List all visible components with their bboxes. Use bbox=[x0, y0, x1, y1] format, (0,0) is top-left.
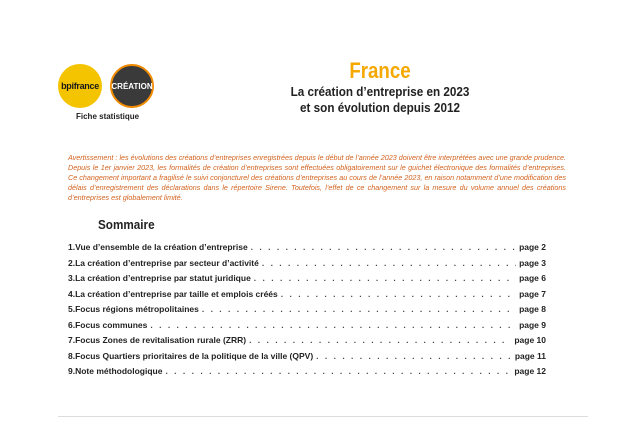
toc-item-number: 7. bbox=[68, 335, 76, 345]
title-block bbox=[230, 58, 530, 116]
warning-notice: Avertissement : les évolutions des créations d’entreprises enregistrées depuis le début de l’année 2023 doivent être interprétées avec une grande prudence. Depuis le 1er janvier 2023, les formalités de création d’entreprises sont effectuées obligatoirement sur le guichet électronique des formalités d’entreprises. Ce changement important a fragilisé le suivi conjoncturel des créations d’entreprises au cours de l’année 2023, en raison notamment d’une modification des délais d’enregistrement des déclarations dans le répertoire Sirene. Toutefois, l’effet de ce changement sur la mesure du volume annuel des créations d’entreprises est globalement limité. bbox=[68, 153, 566, 202]
sommaire-heading: Sommaire bbox=[98, 217, 155, 232]
toc-item-label: Focus Zones de revitalisation rurale (ZRR) bbox=[75, 335, 247, 345]
toc-item-number: 3. bbox=[68, 273, 76, 283]
toc-item-number: 2. bbox=[68, 257, 76, 268]
toc-item[interactable] bbox=[68, 335, 546, 351]
creation-logo bbox=[110, 64, 154, 108]
toc-item-page: page 10 bbox=[514, 335, 546, 345]
toc-item[interactable] bbox=[68, 304, 546, 320]
toc-item[interactable] bbox=[68, 366, 546, 382]
toc-leader-dots bbox=[254, 273, 516, 283]
toc-leader-dots bbox=[251, 242, 516, 252]
toc-item[interactable] bbox=[68, 273, 546, 289]
toc-item-page: page 2 bbox=[519, 242, 546, 252]
toc-item-label: Focus régions métropolitaines bbox=[75, 304, 199, 314]
toc-item-number: 8. bbox=[68, 350, 76, 361]
toc-leader-dots bbox=[281, 289, 516, 299]
toc-item[interactable] bbox=[68, 320, 546, 336]
toc-item-label: La création d’entreprise par secteur d’activité bbox=[75, 257, 259, 268]
creation-logo-text: CRÉATION bbox=[111, 81, 153, 91]
table-of-contents bbox=[68, 242, 546, 382]
bpifrance-logo bbox=[58, 64, 102, 108]
toc-leader-dots bbox=[262, 258, 516, 268]
toc-item-number: 6. bbox=[68, 319, 76, 330]
toc-item[interactable] bbox=[68, 351, 546, 367]
toc-item-page: page 6 bbox=[519, 273, 546, 283]
toc-item-label: La création d’entreprise par statut juridique bbox=[75, 273, 251, 283]
toc-item-number: 9. bbox=[68, 366, 76, 376]
subtitle-line-2: et son évolution depuis 2012 bbox=[300, 100, 460, 115]
bpifrance-logo-text: bpifrance bbox=[61, 81, 99, 91]
toc-item-page: page 8 bbox=[519, 304, 546, 314]
subtitle-line-1: La création d’entreprise en 2023 bbox=[290, 84, 470, 99]
toc-item-number: 1. bbox=[68, 242, 76, 252]
toc-item-page: page 3 bbox=[519, 257, 546, 268]
toc-item[interactable] bbox=[68, 258, 546, 274]
toc-leader-dots bbox=[165, 366, 511, 376]
toc-item-page: page 9 bbox=[519, 319, 546, 330]
toc-item-label: Focus communes bbox=[75, 319, 148, 330]
logo-group bbox=[58, 64, 154, 108]
page-title: France bbox=[349, 58, 411, 83]
fiche-label: Fiche statistique bbox=[76, 112, 140, 121]
toc-leader-dots bbox=[202, 304, 516, 314]
toc-item-page: page 12 bbox=[514, 366, 546, 376]
toc-leader-dots bbox=[150, 320, 516, 330]
footer-divider bbox=[58, 416, 588, 417]
toc-item[interactable] bbox=[68, 289, 546, 305]
toc-item-number: 4. bbox=[68, 288, 76, 299]
toc-item-label: Note méthodologique bbox=[75, 366, 163, 376]
toc-item[interactable] bbox=[68, 242, 546, 258]
toc-item-label: Vue d’ensemble de la création d’entreprise bbox=[75, 242, 248, 252]
toc-leader-dots bbox=[316, 351, 512, 361]
toc-item-label: La création d’entreprise par taille et emplois créés bbox=[75, 288, 278, 299]
toc-item-page: page 7 bbox=[519, 288, 546, 299]
toc-item-page: page 11 bbox=[514, 350, 546, 361]
toc-item-number: 5. bbox=[68, 304, 76, 314]
toc-item-label: Focus Quartiers prioritaires de la politique de la ville (QPV) bbox=[75, 350, 314, 361]
toc-leader-dots bbox=[249, 335, 511, 345]
